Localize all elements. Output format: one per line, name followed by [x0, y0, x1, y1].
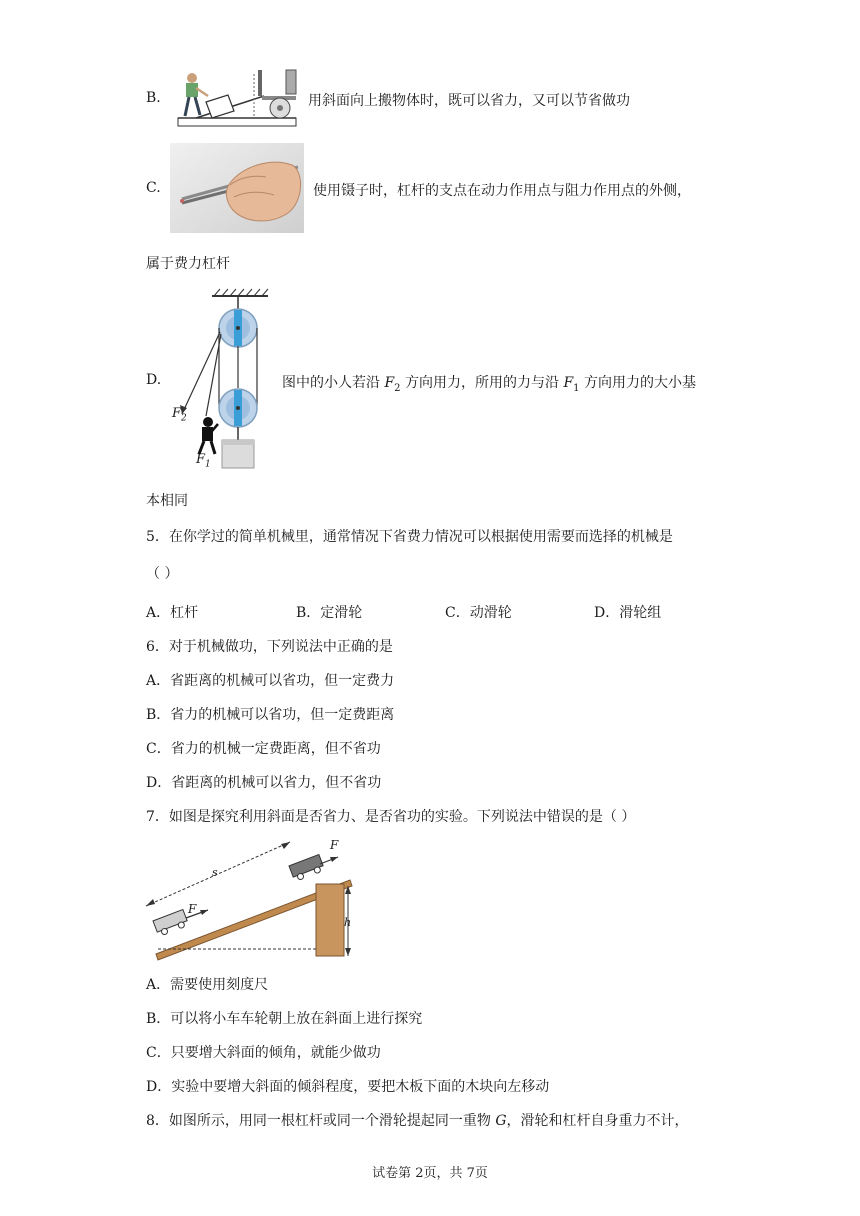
fig-label-f2: $F_2$ — [172, 406, 187, 424]
q6-option-a: A．省距离的机械可以省功，但一定费力 — [146, 673, 395, 689]
incline-experiment-figure — [140, 836, 360, 962]
q5-option-b: B．定滑轮 — [296, 605, 363, 621]
tweezers-hand-figure — [170, 143, 304, 233]
q7-option-c: C．只要增大斜面的倾角，就能少做功 — [146, 1045, 381, 1061]
q7-stem: 7．如图是探究利用斜面是否省力、是否省功的实验。下列说法中错误的是（ ） — [146, 809, 636, 825]
q8-stem: 8．如图所示，用同一根杠杆或同一个滑轮提起同一重物 G，滑轮和杠杆自身重力不计， — [146, 1113, 689, 1129]
ramp-push-figure — [176, 66, 300, 128]
q6-option-d: D．省距离的机械可以省力，但不省功 — [146, 775, 382, 791]
q6-option-c: C．省力的机械一定费距离，但不省功 — [146, 741, 381, 757]
q7-option-a: A．需要使用刻度尺 — [146, 977, 269, 993]
q6-option-b: B．省力的机械可以省功，但一定费距离 — [146, 707, 395, 723]
option-c-text-line2: 属于费力杠杆 — [146, 256, 230, 272]
fig-label-f-bottom: F — [188, 902, 197, 916]
q5-option-c: C．动滑轮 — [445, 605, 512, 621]
q6-stem: 6．对于机械做功，下列说法中正确的是 — [146, 639, 393, 655]
q5-blank: （ ） — [146, 566, 179, 582]
option-d-text-line1: 图中的小人若沿 $F_2$ 方向用力，所用的力与沿 $F_1$ 方向用力的大小基 — [282, 375, 696, 394]
pulley-system-figure — [168, 288, 280, 474]
q5-option-a: A．杠杆 — [146, 605, 199, 621]
option-d-text-line2: 本相同 — [146, 493, 188, 509]
option-b-label: B. — [146, 90, 161, 106]
page-footer: 试卷第 2页，共 7页 — [372, 1166, 488, 1181]
fig-label-s: s — [212, 866, 218, 879]
fig-label-f1: $F_1$ — [196, 452, 211, 470]
q7-option-b: B．可以将小车车轮朝上放在斜面上进行探究 — [146, 1011, 423, 1027]
option-b-text: 用斜面向上搬物体时，既可以省力，又可以节省做功 — [308, 93, 630, 109]
option-c-label: C. — [146, 180, 161, 196]
q7-option-d: D．实验中要增大斜面的倾斜程度，要把木板下面的木块向左移动 — [146, 1079, 550, 1095]
option-c-text-line1: 使用镊子时，杠杆的支点在动力作用点与阻力作用点的外侧， — [313, 183, 691, 199]
option-d-label: D. — [146, 372, 162, 388]
fig-label-f-top: F — [330, 838, 339, 852]
q5-stem: 5．在你学过的简单机械里，通常情况下省费力情况可以根据使用需要而选择的机械是 — [146, 529, 673, 545]
q5-option-d: D．滑轮组 — [594, 605, 662, 621]
fig-label-h: h — [344, 916, 352, 929]
